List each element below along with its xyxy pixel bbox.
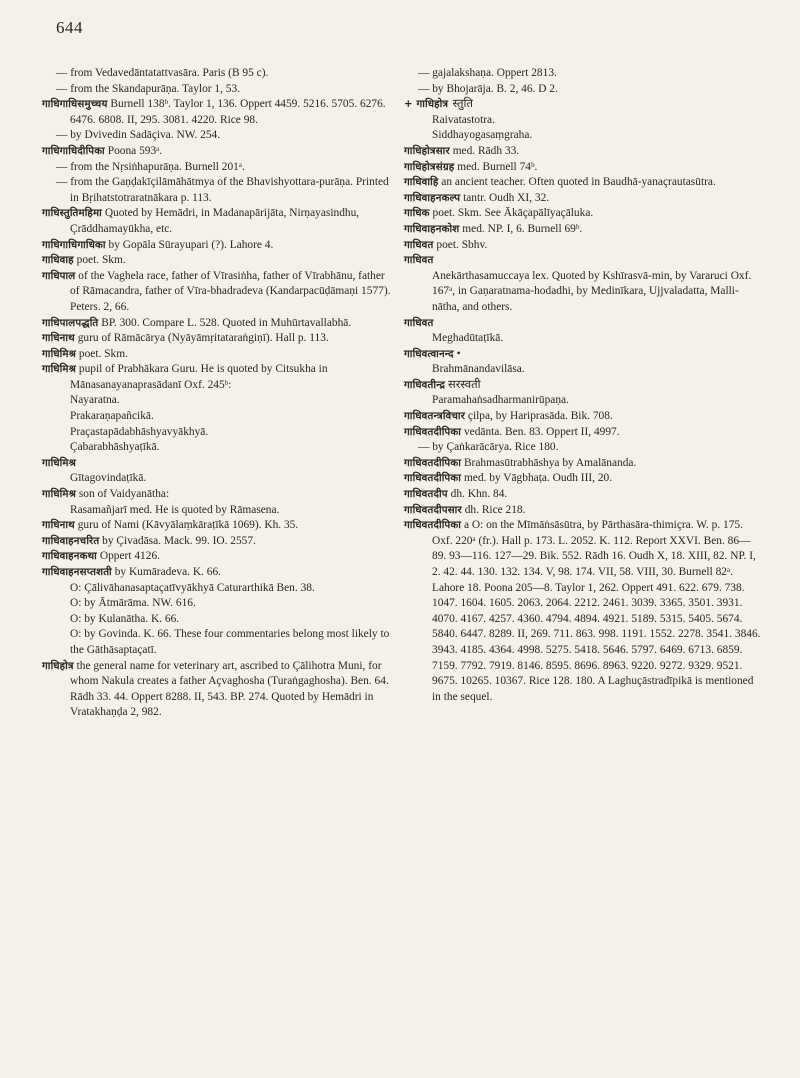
- entry-text: Oppert 4126.: [97, 550, 160, 563]
- dictionary-entry: [56, 471, 396, 487]
- entry-headword: गाधिहोत्रसंग्रह: [404, 161, 455, 173]
- entry-text: tantr. Oudh XI, 32.: [460, 191, 550, 204]
- dictionary-entry: [56, 128, 396, 144]
- dictionary-entry: [418, 82, 762, 98]
- entry-text: Brahmasūtrabhāshya by Amalānanda.: [461, 456, 637, 469]
- entry-text: of the Vaghela race, father of Vīrasiṅha, father of Vīrabhānu, father of Rāmacandra, father of Vīra-bhadradeva (Kandarpacūḍāmaṇi 1577). Peters. 2, 66.: [70, 269, 391, 313]
- entry-headword: गाधिपाल: [42, 270, 76, 282]
- dictionary-entry: [404, 160, 762, 176]
- dictionary-entry: [42, 549, 396, 565]
- entry-headword: + गाधिहोत्र: [404, 99, 449, 111]
- entry-text: an ancient teacher. Often quoted in Baudhā-yanaçrautasūtra.: [438, 176, 716, 189]
- dictionary-entry: [404, 456, 762, 472]
- entry-text: Rasamañjarī med. He is quoted by Rāmasena.: [70, 503, 280, 516]
- dictionary-entry: [56, 409, 396, 425]
- dictionary-entry: [56, 425, 396, 441]
- entry-text: Paramahaṅsadharmanirūpaṇa.: [432, 394, 569, 407]
- entry-headword: गाधिमिश्र: [42, 348, 77, 360]
- entry-text: poet. Skm. See Ākāçapālīyaçāluka.: [429, 207, 594, 220]
- entry-headword: गाधिवतदीपिका: [404, 473, 462, 485]
- entry-text: med. NP. I, 6. Burnell 69ᵇ.: [459, 222, 583, 235]
- dictionary-entry: [56, 175, 396, 206]
- entry-text: Brahmānandavilāsa.: [432, 363, 525, 376]
- entry-headword: गाधिस्तुतिमहिमा: [42, 208, 102, 220]
- dictionary-entry: [418, 128, 762, 144]
- entry-text: Prakaraṇapañcikā.: [70, 410, 154, 423]
- entry-text: poet. Skm.: [76, 347, 128, 360]
- entry-text: Quoted by Hemādri, in Madanapārijāta, Nirṇayasindhu, Çrāddhamayūkha, etc.: [70, 207, 360, 235]
- dictionary-entry: [56, 393, 396, 409]
- entry-headword: गाधिवतदीपसार: [404, 504, 462, 516]
- dictionary-entry: [42, 331, 396, 347]
- entry-headword: गाधिवतदीप: [404, 489, 448, 501]
- entry-headword: गाधिहोत्रसार: [404, 145, 450, 157]
- dictionary-entry: [42, 347, 396, 363]
- entry-headword: गाधिगाधिगाधिका: [42, 239, 106, 251]
- entry-text: Çabarabhāshyaṭīkā.: [70, 441, 160, 454]
- dictionary-entry: [404, 316, 762, 332]
- dictionary-entry: [418, 362, 762, 378]
- dictionary-entry: [42, 534, 396, 550]
- dictionary-entry: [404, 238, 762, 254]
- dictionary-entry: [418, 113, 762, 129]
- entry-text: Praçastapādabhāshyavyākhyā.: [70, 425, 209, 438]
- dictionary-entry: [404, 144, 762, 160]
- dictionary-entry: [42, 518, 396, 534]
- dictionary-entry: [56, 82, 396, 98]
- dictionary-entry: [404, 487, 762, 503]
- entry-text: BP. 300. Compare L. 528. Quoted in Muhūrtavallabhā.: [98, 316, 352, 329]
- entry-text: •: [453, 347, 461, 360]
- entry-headword: गाधिवतीन्द्र: [404, 379, 446, 391]
- dictionary-entry: [404, 378, 762, 394]
- entry-headword: गाधिमिश्र: [42, 489, 77, 501]
- entry-text: Poona 593ᵃ.: [104, 144, 163, 157]
- dictionary-entry: [42, 238, 396, 254]
- entry-text: son of Vaidyanātha:: [76, 488, 170, 501]
- dictionary-entry: [56, 581, 396, 597]
- left-column: [42, 66, 396, 721]
- entry-headword: गाधिवतदीपिका: [404, 457, 462, 469]
- dictionary-entry: [42, 206, 396, 237]
- dictionary-entry: [42, 269, 396, 316]
- entry-headword: गाधिवत: [404, 255, 434, 267]
- entry-headword: गाधिवत्वानन्द: [404, 348, 454, 360]
- dictionary-entry: [418, 331, 762, 347]
- entry-text: Nayaratna.: [70, 394, 120, 407]
- dictionary-entry: [404, 222, 762, 238]
- entry-text: — from the Gaṇḍakīçilāmāhātmya of the Bhavishyottara-purāṇa. Printed in Bṛihatstotraratnākara p. 113.: [56, 176, 389, 204]
- dictionary-entry: [42, 316, 396, 332]
- entry-text: by Kumāradeva. K. 66.: [111, 566, 221, 578]
- entry-text: med. Burnell 74ᵇ.: [454, 160, 538, 173]
- entry-text: med. by Vāgbhaṭa. Oudh III, 20.: [461, 472, 613, 485]
- entry-headword: गाधिवतदीपिका: [404, 520, 462, 532]
- entry-headword: गाधिनाथ: [42, 333, 75, 345]
- entry-text: — gajalakshaṇa. Oppert 2813.: [418, 67, 557, 79]
- entry-headword: गाधिमिश्र: [42, 457, 77, 469]
- entry-text: O: by Govinda. K. 66. These four commentaries belong most likely to the Gāthāsaptaçatī.: [70, 628, 390, 656]
- entry-text: Meghadūtaṭīkā.: [432, 332, 504, 345]
- dictionary-entry: [42, 487, 396, 503]
- dictionary-entry: [56, 627, 396, 658]
- entry-text: — from the Skandapurāṇa. Taylor 1, 53.: [56, 82, 241, 95]
- dictionary-entry: [42, 362, 396, 393]
- entry-text: med. Rādh 33.: [449, 144, 520, 157]
- entry-headword: गाधिवत: [404, 239, 434, 251]
- entry-text: poet. Sbhv.: [433, 238, 488, 251]
- dictionary-entry: [42, 456, 396, 472]
- dictionary-entry: [56, 503, 396, 519]
- entry-text: Anekārthasamuccaya lex. Quoted by Kshīrasvā-min, by Vararuci Oxf. 167ᵃ, in Gaṇaratnama-hodadhi, by Medinīkara, Ujjvaladatta, Malli-nātha, and others.: [432, 269, 752, 313]
- entry-text: — by Çaṅkarācārya. Rice 180.: [418, 441, 559, 454]
- dictionary-entry: [418, 440, 762, 456]
- dictionary-entry: [42, 97, 396, 128]
- entry-headword: गाधिवाहनकोश: [404, 223, 460, 235]
- dictionary-entry: [404, 347, 762, 363]
- entry-headword: गाधिवाहनचरित: [42, 535, 100, 547]
- dictionary-entry: [42, 253, 396, 269]
- entry-headword: गाधिवाहनसप्तशती: [42, 567, 112, 578]
- entry-text: çilpa, by Hariprasāda. Bik. 708.: [465, 410, 613, 423]
- entry-text: सरस्वती: [445, 378, 481, 391]
- entry-headword: गाधिक: [404, 208, 430, 220]
- page-number: 644: [56, 18, 83, 37]
- dictionary-entry: [404, 503, 762, 519]
- dictionary-entry: [56, 160, 396, 176]
- entry-text: — from Vedavedāntatattvasāra. Paris (B 95 c).: [56, 67, 269, 79]
- dictionary-entry: [404, 518, 762, 705]
- entry-headword: गाधिवतन्त्रविचार: [404, 411, 466, 423]
- right-column: [404, 66, 762, 705]
- dictionary-entry: [404, 191, 762, 207]
- dictionary-entry: [404, 97, 762, 113]
- dictionary-entry: [42, 144, 396, 160]
- dictionary-entry: [404, 425, 762, 441]
- entry-text: vedānta. Ben. 83. Oppert II, 4997.: [461, 425, 620, 438]
- dictionary-entry: [404, 409, 762, 425]
- dictionary-entry: [418, 66, 762, 82]
- entry-text: by Çivadāsa. Mack. 99. IO. 2557.: [99, 534, 256, 547]
- entry-headword: गाधिपालपद्धति: [42, 317, 99, 329]
- entry-headword: गाधिमिश्र: [42, 364, 77, 376]
- entry-text: guru of Nami (Kāvyālaṃkāraṭīkā 1069). Kh. 35.: [74, 519, 299, 532]
- entry-text: a O: on the Mīmāṅsāsūtra, by Pārthasāra-thimiçra. W. p. 175. Oxf. 220ᵃ (fr.). Hall p. 173. L. 2052. K. 112. Report XXVI. Ben. 86—89. 93—116. 127—29. Bik. 552. Rādh 16. Oudh X, 18. XIII, 82. NP. I, 2. 42. 44. 130. 132. 134. V, 98. 174. VII, 58. VIII, 30. Burnell 82ᵃ. Lahore 18. Poona 205—8. Taylor 1, 262. Oppert 491. 622. 679. 738. 1047. 1604. 1605. 2063. 2064. 2212. 2461. 3039. 3365. 3501. 3931. 4070. 4167. 4257. 4360. 4794. 4894. 4921. 5189. 5315. 5405. 5674. 5840. 6447. 8289. II, 269. 711. 863. 998. 1191. 1552. 2278. 3541. 3846. 3943. 4185. 4364. 4998. 5275. 5418. 5646. 5797. 6469. 6713. 6859. 7159. 7792. 7919. 8146. 8595. 8696. 8963. 9220. 9272. 9329. 9521. 9675. 10265. 10367. Rice 128. 180. A Laghuçāstradīpikā is mentioned in the sequel.: [432, 519, 761, 703]
- entry-text: the general name for veterinary art, ascribed to Çālihotra Muni, for whom Nakula creates a father Açvaghosha (Turaṅgaghosha). Ben. 64. Rādh 33. 44. Oppert 8288. II, 543. BP. 274. Quoted by Hemādri in Vratakhaṇḍa 2, 982.: [70, 659, 389, 719]
- dictionary-entry: [56, 440, 396, 456]
- entry-headword: गाधिवत: [404, 317, 434, 329]
- entry-text: Raivatastotra.: [432, 113, 495, 126]
- entry-text: dh. Khn. 84.: [447, 488, 508, 501]
- entry-text: O: Çālivāhanasaptaçatīvyākhyā Caturarthikā Ben. 38.: [70, 581, 315, 594]
- dictionary-entry: [56, 612, 396, 628]
- entry-text: dh. Rice 218.: [461, 503, 526, 516]
- dictionary-entry: [42, 565, 396, 581]
- entry-text: pupil of Prabhākara Guru. He is quoted by Citsukha in Mānasanayanaprasādanī Oxf. 245ᵇ:: [70, 363, 328, 391]
- entry-text: guru of Rāmācārya (Nyāyāmṛitataraṅgiṇī). Hall p. 113.: [74, 332, 329, 345]
- dictionary-entry: [56, 596, 396, 612]
- entry-text: — from the Nṛsiṅhapurāṇa. Burnell 201ᵃ.: [56, 160, 245, 173]
- entry-headword: गाधिवाह: [42, 255, 74, 267]
- entry-text: — by Dvivedin Sadāçiva. NW. 254.: [56, 129, 221, 142]
- entry-headword: गाधिवाहनकथा: [42, 551, 98, 563]
- dictionary-entry: [42, 659, 396, 721]
- entry-headword: गाधिवाहनकल्प: [404, 192, 461, 204]
- entry-text: poet. Skm.: [73, 254, 126, 267]
- entry-text: Siddhayogasaṃgraha.: [432, 129, 533, 142]
- entry-headword: गाधिवतदीपिका: [404, 426, 462, 438]
- dictionary-entry: [418, 269, 762, 316]
- entry-text: O: by Kulanātha. K. 66.: [70, 612, 180, 625]
- entry-headword: गाधिवाहि: [404, 177, 439, 189]
- entry-headword: गाधिगाधिदीपिका: [42, 145, 105, 157]
- entry-text: स्तुति: [449, 98, 473, 111]
- dictionary-entry: [404, 175, 762, 191]
- dictionary-entry: [56, 66, 396, 82]
- entry-headword: गाधिहोत्र: [42, 660, 74, 672]
- entry-text: by Gopāla Sūrayupari (?). Lahore 4.: [105, 238, 274, 251]
- dictionary-entry: [418, 393, 762, 409]
- entry-text: Burnell 138ᵇ. Taylor 1, 136. Oppert 4459. 5216. 5705. 6276. 6476. 6808. II, 295. 3081. 4220. Rice 98.: [70, 98, 386, 126]
- dictionary-entry: [404, 206, 762, 222]
- entry-text: — by Bhojarāja. B. 2, 46. D 2.: [418, 82, 558, 95]
- dictionary-entry: [404, 471, 762, 487]
- entry-text: O: by Ātmārāma. NW. 616.: [70, 597, 196, 610]
- entry-headword: गाधिनाथ: [42, 520, 75, 532]
- entry-headword: गाधिगाधिसमुच्चय: [42, 99, 108, 111]
- dictionary-entry: [404, 253, 762, 269]
- entry-text: Gītagovindaṭīkā.: [70, 472, 147, 485]
